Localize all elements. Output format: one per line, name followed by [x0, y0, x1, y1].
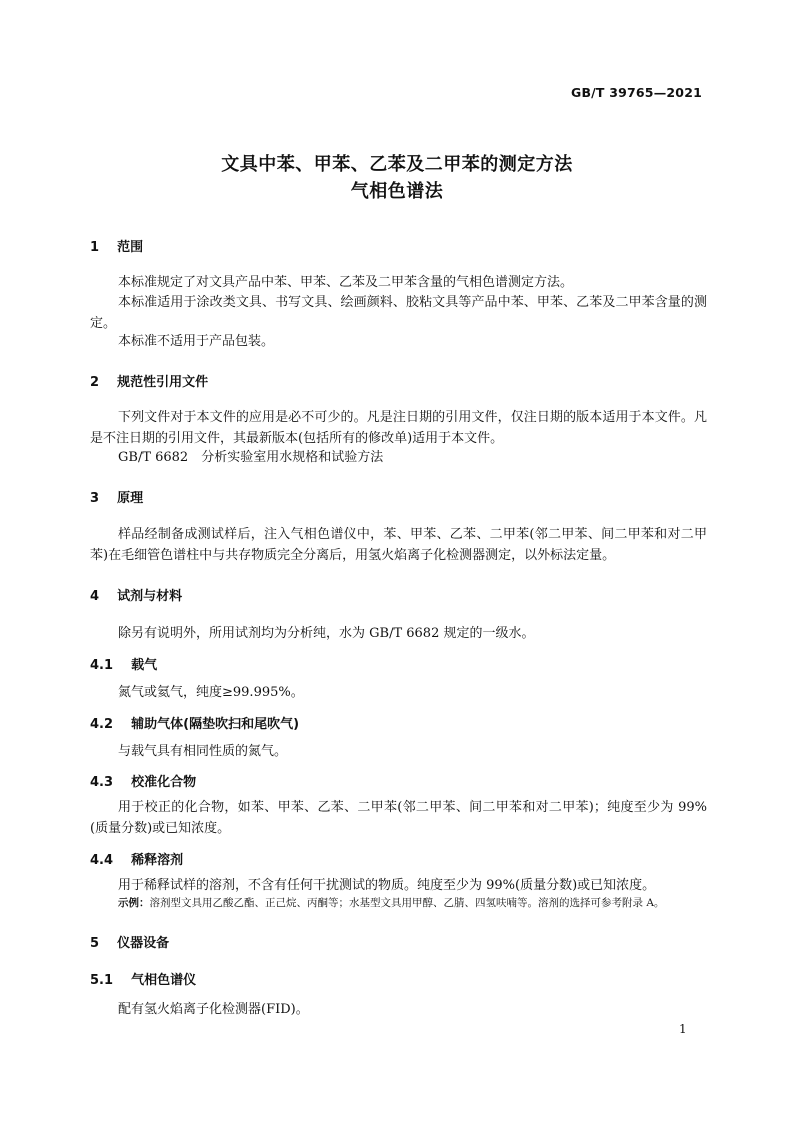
paragraph: 本标准适用于涂改类文具、书写文具、绘画颜料、胶粘文具等产品中苯、甲苯、乙苯及二甲苯含量的测定。: [90, 295, 707, 331]
paragraph: 与载气具有相同性质的氮气。: [118, 744, 288, 759]
normative-reference: GB/T 6682 分析实验室用水规格和试验方法: [118, 450, 384, 465]
paragraph: 下列文件对于本文件的应用是必不可少的。凡是注日期的引用文件，仅注日期的版本适用于本文件。凡是不注日期的引用文件，其最新版本(包括所有的修改单)适用于本文件。: [90, 410, 707, 446]
subsection-heading-4-2: [90, 713, 299, 732]
standard-number: GB/T 39765—2021: [570, 85, 702, 100]
section-number: 4.2: [90, 717, 114, 732]
section-title: 试剂与材料: [117, 589, 183, 604]
paragraph: 用于校正的化合物，如苯、甲苯、乙苯、二甲苯(邻二甲苯、间二甲苯和对二甲苯)；纯度至少为 99%(质量分数)或已知浓度。: [90, 800, 707, 836]
section-number: 4.1: [90, 658, 114, 673]
section-heading-4: [90, 585, 182, 604]
paragraph: 用于稀释试样的溶剂，不含有任何干扰测试的物质。纯度至少为 99%(质量分数)或已知浓度。: [118, 878, 656, 893]
section-number: 4.3: [90, 775, 114, 790]
subsection-heading-4-4: [90, 849, 183, 868]
paragraph: 样品经制备成测试样后，注入气相色谱仪中，苯、甲苯、乙苯、二甲苯(邻二甲苯、间二甲苯和对二甲苯)在毛细管色谱柱中与共存物质完全分离后，用氢火焰离子化检测器测定，以外标法定量。: [90, 527, 707, 563]
document-title: 文具中苯、甲苯、乙苯及二甲苯的测定方法: [221, 154, 573, 175]
paragraph: 除另有说明外，所用试剂均为分析纯，水为 GB/T 6682 规定的一级水。: [118, 626, 535, 641]
section-number: 5: [90, 936, 100, 951]
paragraph: 配有氢火焰离子化检测器(FID)。: [118, 1002, 309, 1017]
section-heading-5: [90, 932, 169, 951]
section-title: 原理: [117, 491, 144, 506]
section-number: 4: [90, 589, 100, 604]
example-text: 溶剂型文具用乙酸乙酯、正己烷、丙酮等；水基型文具用甲醇、乙腈、四氢呋喃等。溶剂的选择可参考附录 A。: [149, 897, 665, 909]
section-title: 校准化合物: [131, 775, 197, 790]
section-heading-2: [90, 371, 208, 390]
page-number: 1: [679, 1022, 687, 1036]
section-heading-1: [90, 236, 143, 255]
section-title: 仪器设备: [117, 936, 170, 951]
subsection-heading-5-1: [90, 969, 196, 988]
example-label: 示例：: [118, 897, 150, 909]
section-number: 2: [90, 375, 100, 390]
section-title: 辅助气体(隔垫吹扫和尾吹气): [131, 717, 300, 732]
example-note: [118, 895, 707, 911]
section-title: 载气: [131, 658, 158, 673]
section-title: 气相色谱仪: [131, 973, 197, 988]
paragraph: 本标准不适用于产品包装。: [118, 334, 275, 349]
subsection-heading-4-1: [90, 654, 157, 673]
section-title: 范围: [117, 240, 144, 255]
paragraph: 本标准规定了对文具产品中苯、甲苯、乙苯及二甲苯含量的气相色谱测定方法。: [118, 275, 574, 290]
section-number: 4.4: [90, 853, 114, 868]
section-number: 5.1: [90, 973, 114, 988]
section-title: 稀释溶剂: [131, 853, 184, 868]
section-title: 规范性引用文件: [117, 375, 209, 390]
subsection-heading-4-3: [90, 771, 196, 790]
section-number: 1: [90, 240, 100, 255]
section-heading-3: [90, 487, 143, 506]
document-subtitle: 气相色谱法: [350, 181, 444, 202]
paragraph: 氮气或氦气，纯度≥99.995%。: [118, 685, 304, 700]
section-number: 3: [90, 491, 100, 506]
